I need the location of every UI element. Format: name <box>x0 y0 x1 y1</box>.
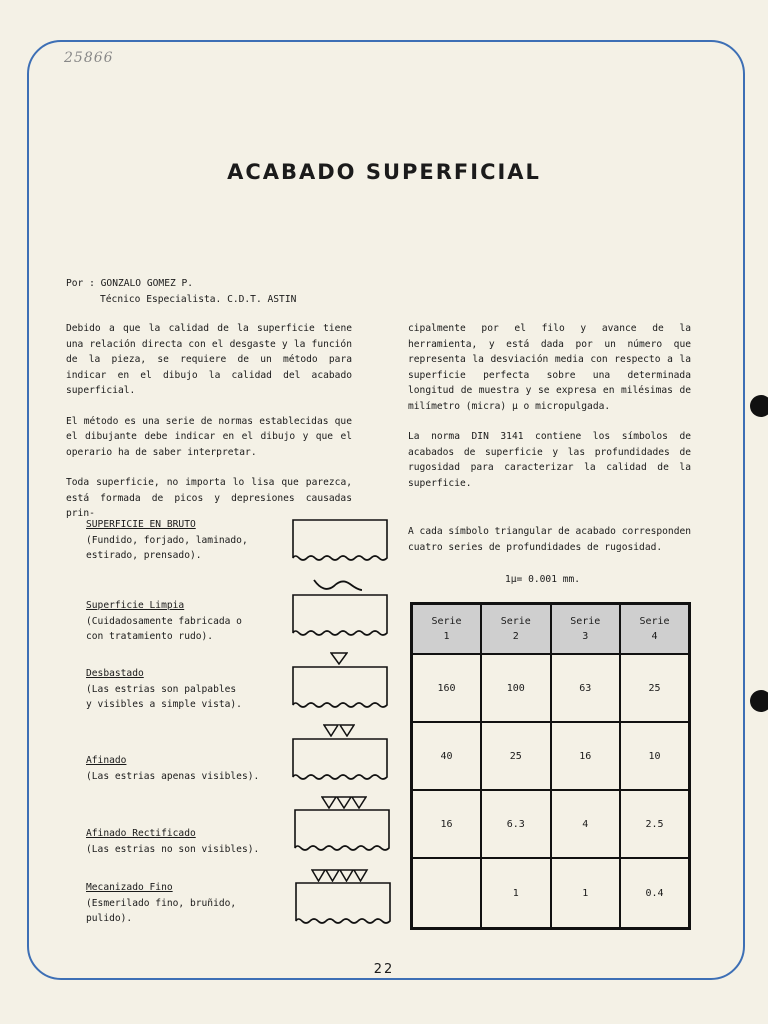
table-row <box>412 722 690 790</box>
two-triangles-icon <box>323 724 355 737</box>
finish-desc: estirado, prensado). <box>86 550 202 561</box>
author-role: Técnico Especialista. C.D.T. ASTIN <box>100 293 297 305</box>
finish-desc: (Fundido, forjado, laminado, <box>86 534 248 546</box>
finish-desc: pulido). <box>86 913 133 924</box>
table-row <box>412 858 690 928</box>
handwritten-ref: 25866 <box>64 50 114 66</box>
author-line: Por : GONZALO GOMEZ P. <box>66 278 194 289</box>
table-cell: 6.3 <box>481 790 551 858</box>
binder-hole-bottom <box>750 690 768 712</box>
clean-surface-sample <box>292 593 388 641</box>
finish-desc: y visibles a simple vista). <box>86 699 242 710</box>
table-cell: 63 <box>551 654 621 722</box>
finish-title: SUPERFICIE EN BRUTO <box>86 519 196 530</box>
finish-label <box>86 517 248 564</box>
rough-surface-sample <box>292 518 388 566</box>
table-cell: 16 <box>551 722 621 790</box>
table-row <box>412 790 690 858</box>
finish-desc: (Las estrias son palpables <box>86 683 237 695</box>
table-cell: 25 <box>481 722 551 790</box>
paragraph: Debido a que la calidad de la superficie tiene una relación directa con el desgaste y la función de la pieza, se requiere de un método para indicar en el dibujo la calidad del acabado superficial. <box>66 323 352 396</box>
finish-label <box>86 880 236 927</box>
finish-title: Desbastado <box>86 668 144 679</box>
micron-note: 1μ= 0.001 mm. <box>505 574 581 585</box>
finish-label <box>86 753 259 784</box>
finished-surface-sample <box>292 737 388 785</box>
table-row <box>412 654 690 722</box>
page-title: ACABADO SUPERFICIAL <box>227 160 541 184</box>
paragraph: La norma DIN 3141 contiene los símbolos de acabados de superficie y las profundidades de rugosidad para caracterizar la calidad de la superficie. <box>408 431 691 489</box>
table-header-cell: Serie 4 <box>620 604 690 655</box>
binder-hole-top <box>750 395 768 417</box>
author-block <box>66 276 296 307</box>
table-header-cell: Serie 1 <box>412 604 482 655</box>
table-cell <box>412 858 482 928</box>
paragraph: Toda superficie, no importa lo lisa que parezca, está formada de picos y depresiones causadas prin- <box>66 477 352 519</box>
finish-title: Afinado <box>86 755 127 766</box>
fine-machined-surface-sample <box>295 881 391 929</box>
roughed-surface-sample <box>292 665 388 713</box>
table-cell: 0.4 <box>620 858 690 928</box>
roughness-table <box>410 602 691 930</box>
finish-label <box>86 598 242 645</box>
right-column <box>408 321 691 506</box>
table-cell: 10 <box>620 722 690 790</box>
table-header-cell: Serie 3 <box>551 604 621 655</box>
series-intro: A cada símbolo triangular de acabado corresponden cuatro series de profundidades de rugosidad. <box>408 526 692 553</box>
table-cell: 1 <box>481 858 551 928</box>
finish-desc: con tratamiento rudo). <box>86 631 214 642</box>
finish-desc: (Las estrias no son visibles). <box>86 843 260 855</box>
table-cell: 16 <box>412 790 482 858</box>
tilde-symbol-icon <box>312 576 364 594</box>
finish-title: Mecanizado Fino <box>86 882 173 893</box>
table-cell: 2.5 <box>620 790 690 858</box>
table-cell: 25 <box>620 654 690 722</box>
table-header-row <box>412 604 690 655</box>
finish-desc: (Cuidadosamente fabricada o <box>86 615 242 627</box>
finish-desc: (Esmerilado fino, bruñido, <box>86 897 237 909</box>
table-cell: 40 <box>412 722 482 790</box>
finish-label <box>86 826 259 857</box>
table-cell: 100 <box>481 654 551 722</box>
finish-title: Superficie Limpia <box>86 600 185 611</box>
finish-title: Afinado Rectificado <box>86 828 196 839</box>
ground-surface-sample <box>294 808 390 856</box>
finish-label <box>86 666 242 713</box>
table-header-cell: Serie 2 <box>481 604 551 655</box>
left-column <box>66 321 352 522</box>
paragraph: El método es una serie de normas establecidas que el dibujante debe indicar en el dibujo y que el operario ha de saber interpretar. <box>66 415 352 458</box>
table-cell: 1 <box>551 858 621 928</box>
page-number: 22 <box>373 962 395 977</box>
paragraph: cipalmente por el filo y avance de la herramienta, y está dada por un número que representa la desviación media con respecto a la superficie perfecta sobre una determinada longitud de muestra y se expresa en milésimas de milímetro (micra) μ o micropulgada. <box>408 323 691 412</box>
finish-desc: (Las estrias apenas visibles). <box>86 770 260 782</box>
table-cell: 4 <box>551 790 621 858</box>
table-cell: 160 <box>412 654 482 722</box>
one-triangle-icon <box>330 652 348 665</box>
